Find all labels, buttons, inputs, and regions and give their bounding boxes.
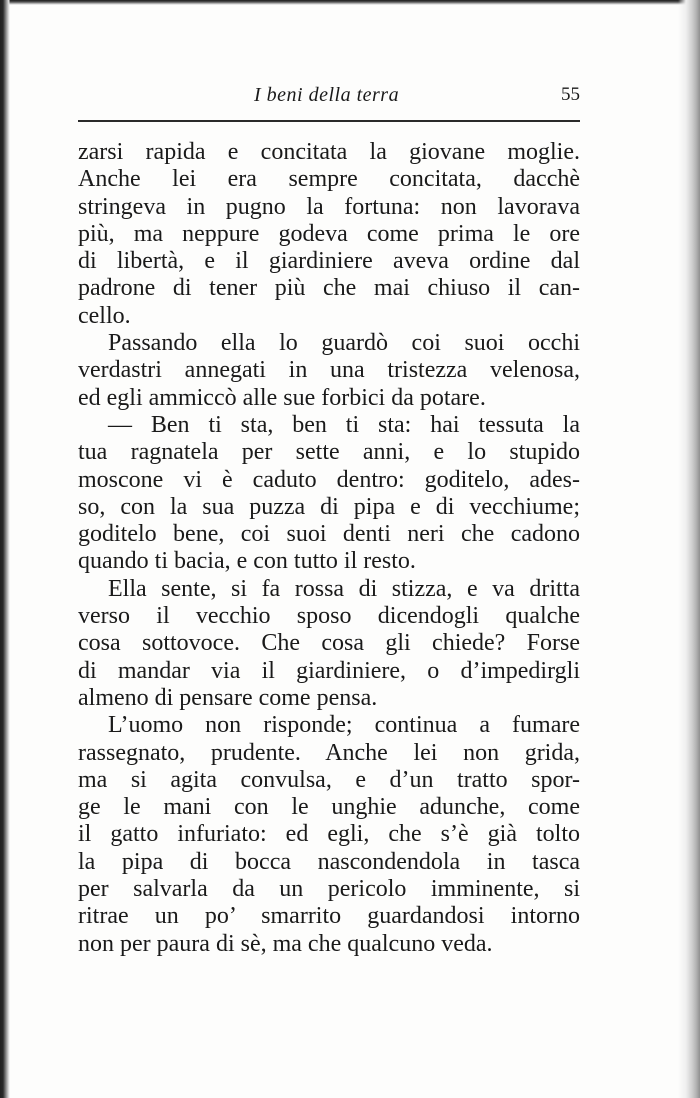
text-line: tua ragnatela per sette anni, e lo stupido [78, 439, 580, 466]
page-number: 55 [561, 84, 580, 105]
text-line: Anche lei era sempre concitata, dacchè [78, 166, 580, 193]
text-line: verdastri annegati in una tristezza velenosa, [78, 357, 580, 384]
running-header [78, 84, 580, 114]
text-line: — Ben ti sta, ben ti sta: hai tessuta la [108, 411, 580, 438]
header-rule [78, 120, 580, 122]
text-line: per salvarla da un pericolo imminente, si [78, 876, 580, 903]
text-line: ed egli ammiccò alle sue forbici da potare. [78, 384, 486, 411]
text-line: Passando ella lo guardò coi suoi occhi [108, 330, 580, 357]
text-line: goditelo bene, coi suoi denti neri che cadono [78, 521, 580, 548]
text-line: di libertà, e il giardiniere aveva ordine dal [78, 248, 580, 275]
text-line: rassegnato, prudente. Anche lei non grida, [78, 739, 580, 766]
text-line: il gatto infuriato: ed egli, che s’è già tolto [78, 821, 580, 848]
text-line: verso il vecchio sposo dicendogli qualche [78, 603, 580, 630]
text-line: ge le mani con le unghie adunche, come [78, 794, 580, 821]
text-line: cosa sottovoce. Che cosa gli chiede? Forse [78, 630, 580, 657]
text-line: stringeva in pugno la fortuna: non lavorava [78, 193, 580, 220]
text-line: ritrae un po’ smarrito guardandosi intorno [78, 903, 580, 930]
text-line: Ella sente, si fa rossa di stizza, e va dritta [108, 575, 580, 602]
text-line: cello. [78, 302, 131, 329]
text-line: padrone di tener più che mai chiuso il can- [78, 275, 580, 302]
text-line: non per paura di sè, ma che qualcuno veda. [78, 930, 493, 957]
text-line: moscone vi è caduto dentro: goditelo, ades- [78, 466, 580, 493]
text-line: L’uomo non risponde; continua a fumare [108, 712, 580, 739]
page-binding-shadow [0, 0, 10, 1098]
body-text [78, 139, 580, 958]
running-title: I beni della terra [254, 84, 400, 106]
text-line: più, ma neppure godeva come prima le ore [78, 220, 580, 247]
text-line: la pipa di bocca nascondendola in tasca [78, 848, 580, 875]
text-line: quando ti bacia, e con tutto il resto. [78, 548, 416, 575]
text-line: di mandar via il giardiniere, o d’impedirgli [78, 657, 580, 684]
text-line: zarsi rapida e concitata la giovane moglie. [78, 139, 580, 165]
text-line: almeno di pensare come pensa. [78, 684, 378, 711]
text-line: so, con la sua puzza di pipa e di vecchiume; [78, 493, 580, 520]
text-line: ma si agita convulsa, e d’un tratto spor- [78, 766, 580, 793]
page-edge-shadow [678, 0, 700, 1098]
page-top-shadow [0, 0, 700, 5]
